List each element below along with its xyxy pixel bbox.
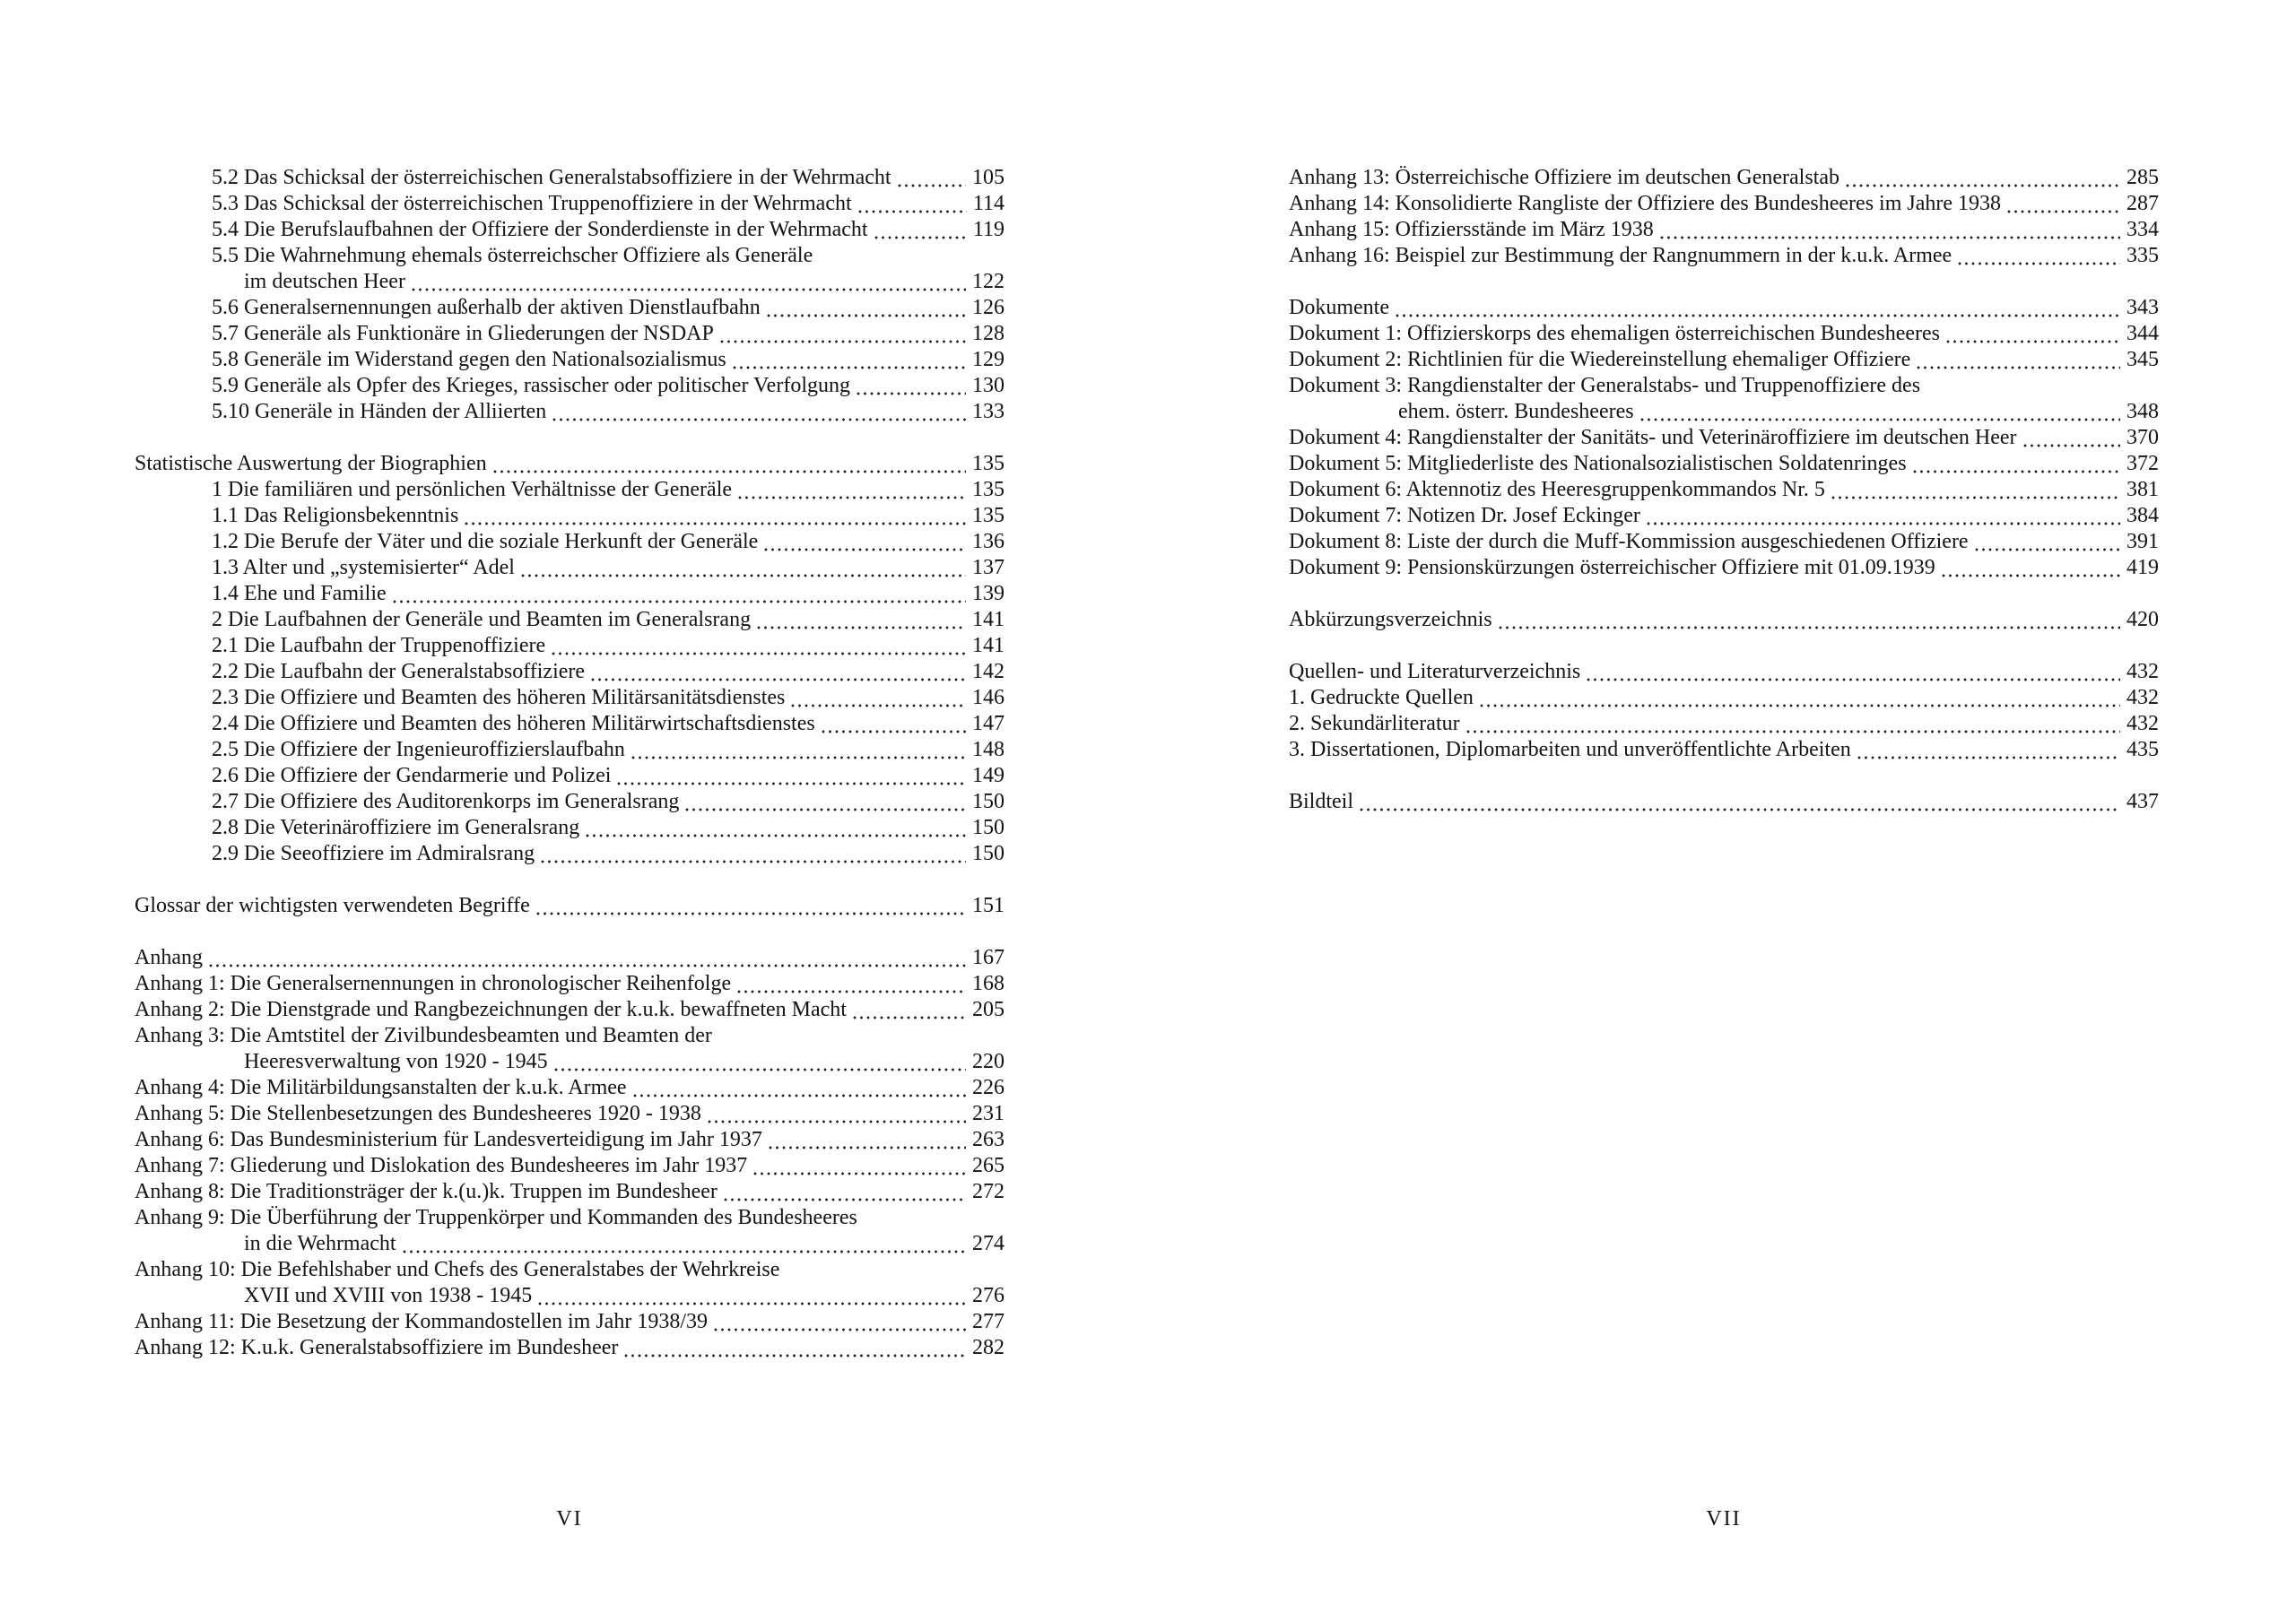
toc-entry (135, 1205, 1004, 1231)
toc-entry-text: 2.8 Die Veterinäroffiziere im Generalsrang (212, 816, 580, 839)
toc-entry-text: Quellen- und Literaturverzeichnis (1289, 660, 1581, 683)
toc-entry-text: 2. Sekundärliteratur (1289, 712, 1460, 735)
dot-leader (493, 451, 966, 477)
dot-leader (403, 1231, 966, 1257)
toc-entry (135, 217, 1004, 243)
toc-entry (1289, 295, 2159, 321)
toc-entry (135, 191, 1004, 217)
toc-entry-text: 2.4 Die Offiziere und Beamten des höheren Militärwirtschaftsdienstes (212, 712, 815, 735)
toc-page-number: 220 (972, 1050, 1004, 1073)
toc-entry-text: ehem. österr. Bundesheeres (1398, 400, 1634, 423)
toc-page-number: 136 (972, 530, 1004, 553)
dot-leader (1975, 529, 2120, 555)
toc-entry (1289, 737, 2159, 763)
toc-entry (135, 1101, 1004, 1127)
toc-page-number: 372 (2126, 452, 2159, 475)
dot-leader (1480, 685, 2120, 711)
toc-page-number: 420 (2126, 608, 2159, 631)
dot-leader (1831, 477, 2120, 503)
toc-entry (135, 555, 1004, 581)
dot-leader (708, 1101, 966, 1127)
toc-entry-continuation (135, 1231, 1004, 1257)
dot-leader (1846, 165, 2120, 191)
toc-entry (1289, 659, 2159, 685)
toc-entry (135, 737, 1004, 763)
toc-entry (135, 815, 1004, 841)
toc-entry (135, 1023, 1004, 1049)
toc-entry-text: 2.6 Die Offiziere der Gendarmerie und Polizei (212, 764, 612, 787)
dot-leader (1660, 217, 2120, 243)
toc-gap (1289, 633, 2159, 659)
toc-entry (1289, 607, 2159, 633)
toc-entry-text: 1.1 Das Religionsbekenntnis (212, 504, 459, 527)
toc-entry (135, 1179, 1004, 1205)
toc-page-number: 119 (972, 218, 1004, 241)
toc-entry (135, 893, 1004, 919)
dot-leader (738, 477, 966, 503)
dot-leader (631, 737, 966, 763)
toc-page-number: 142 (972, 660, 1004, 683)
toc-page-right (1289, 165, 2159, 815)
toc-entry-text: 2.9 Die Seeoffiziere im Admiralsrang (212, 842, 535, 865)
toc-entry (1289, 477, 2159, 503)
toc-entry-text: 3. Dissertationen, Diplomarbeiten und unveröffentlichte Arbeiten (1289, 738, 1851, 761)
toc-entry-text: Dokument 3: Rangdienstalter der Generalstabs- und Truppenoffiziere des (1289, 374, 1921, 397)
toc-page-number: 168 (972, 972, 1004, 995)
toc-entry (135, 321, 1004, 347)
toc-entry (135, 633, 1004, 659)
toc-entry-continuation (135, 1049, 1004, 1075)
toc-entry (135, 243, 1004, 269)
dot-leader (1917, 347, 2120, 373)
dot-leader (1958, 243, 2120, 269)
toc-entry-text: Anhang 14: Konsolidierte Rangliste der Offiziere des Bundesheeres im Jahre 1938 (1289, 192, 2002, 215)
dot-leader (769, 1127, 966, 1153)
toc-entry-text: Anhang (135, 946, 203, 969)
toc-page-number: 381 (2126, 478, 2159, 501)
toc-page-number: 265 (972, 1154, 1004, 1177)
toc-entry (135, 685, 1004, 711)
toc-page-number: 391 (2126, 530, 2159, 553)
toc-page-number: 135 (972, 504, 1004, 527)
dot-leader (764, 529, 966, 555)
toc-page-number: 122 (972, 270, 1004, 293)
toc-entry (1289, 165, 2159, 191)
dot-leader (1857, 737, 2120, 763)
toc-entry-text: 1.2 Die Berufe der Väter und die soziale Herkunft der Generäle (212, 530, 759, 553)
toc-page-number: 432 (2126, 712, 2159, 735)
toc-entry-text: Statistische Auswertung der Biographien (135, 452, 487, 475)
toc-entry-continuation (1289, 399, 2159, 425)
dot-leader (757, 607, 966, 633)
dot-leader (858, 191, 967, 217)
toc-entry-text: 2 Die Laufbahnen der Generäle und Beamten im Generalsrang (212, 608, 752, 631)
toc-page-number: 139 (972, 582, 1004, 605)
toc-page-number: 285 (2126, 166, 2159, 189)
toc-page-number: 167 (972, 946, 1004, 969)
dot-leader (521, 555, 966, 581)
toc-entry-text: Anhang 4: Die Militärbildungsanstalten der k.u.k. Armee (135, 1076, 627, 1099)
toc-entry-text: Anhang 1: Die Generalsernennungen in chronologischer Reihenfolge (135, 972, 732, 995)
toc-entry (1289, 217, 2159, 243)
toc-entry-text: Anhang 10: Die Befehlshaber und Chefs des Generalstabes der Wehrkreise (135, 1258, 780, 1281)
toc-entry-text: 1.4 Ehe und Familie (212, 582, 387, 605)
toc-page-number: 151 (972, 894, 1004, 917)
dot-leader (2007, 191, 2120, 217)
toc-page-number: 141 (972, 608, 1004, 631)
toc-page-number: 129 (972, 348, 1004, 371)
toc-page-number: 141 (972, 634, 1004, 657)
dot-leader (874, 217, 967, 243)
dot-leader (898, 165, 966, 191)
toc-entry (135, 399, 1004, 425)
toc-entry (1289, 373, 2159, 399)
dot-leader (591, 659, 966, 685)
toc-entry (1289, 685, 2159, 711)
toc-entry-text: Dokument 9: Pensionskürzungen österreichischer Offiziere mit 01.09.1939 (1289, 556, 1935, 579)
dot-leader (853, 997, 966, 1023)
toc-gap (1289, 581, 2159, 607)
toc-page-number: 150 (972, 816, 1004, 839)
toc-page-number: 137 (972, 556, 1004, 579)
dot-leader (1360, 789, 2120, 815)
toc-entry (135, 945, 1004, 971)
dot-leader (465, 503, 966, 529)
dot-leader (857, 373, 966, 399)
dot-leader (617, 763, 966, 789)
toc-entry-text: Anhang 15: Offiziersstände im März 1938 (1289, 218, 1654, 241)
toc-entry (1289, 503, 2159, 529)
toc-entry-text: Anhang 5: Die Stellenbesetzungen des Bundesheeres 1920 - 1938 (135, 1102, 701, 1125)
toc-entry (1289, 425, 2159, 451)
toc-entry (135, 347, 1004, 373)
toc-entry-text: 5.3 Das Schicksal der österreichischen Truppenoffiziere in der Wehrmacht (212, 192, 852, 215)
toc-entry (1289, 529, 2159, 555)
dot-leader (1942, 555, 2120, 581)
toc-page-number: 149 (972, 764, 1004, 787)
dot-leader (552, 399, 966, 425)
toc-gap (135, 867, 1004, 893)
toc-entry-text: Dokumente (1289, 296, 1389, 319)
toc-entry-text: Anhang 11: Die Besetzung der Kommandostellen im Jahr 1938/39 (135, 1310, 708, 1333)
dot-leader (1587, 659, 2120, 685)
dot-leader (1396, 295, 2120, 321)
toc-page-number: 343 (2126, 296, 2159, 319)
toc-page-number: 334 (2126, 218, 2159, 241)
toc-page-number: 135 (972, 478, 1004, 501)
toc-page-number: 432 (2126, 686, 2159, 709)
toc-entry-text: Anhang 2: Die Dienstgrade und Rangbezeichnungen der k.u.k. bewaffneten Macht (135, 998, 847, 1021)
toc-page-number: 435 (2126, 738, 2159, 761)
toc-page-number: 135 (972, 452, 1004, 475)
toc-entry-text: Anhang 12: K.u.k. Generalstabsoffiziere im Bundesheer (135, 1336, 619, 1359)
toc-entry (135, 997, 1004, 1023)
toc-entry-text: 2.3 Die Offiziere und Beamten des höheren Militärsanitätsdienstes (212, 686, 786, 709)
toc-gap (1289, 763, 2159, 789)
dot-leader (209, 945, 966, 971)
toc-page-number: 148 (972, 738, 1004, 761)
toc-entry (1289, 789, 2159, 815)
toc-page-number: 126 (972, 296, 1004, 319)
toc-entry-text: Anhang 16: Beispiel zur Bestimmung der Rangnummern in der k.u.k. Armee (1289, 244, 1952, 267)
toc-page-number: 335 (2126, 244, 2159, 267)
toc-entry-text: 5.8 Generäle im Widerstand gegen den Nationalsozialismus (212, 348, 726, 371)
toc-entry-text: Heeresverwaltung von 1920 - 1945 (244, 1050, 548, 1073)
toc-page-left (135, 165, 1004, 1361)
toc-page-number: 287 (2126, 192, 2159, 215)
toc-entry-text: Dokument 7: Notizen Dr. Josef Eckinger (1289, 504, 1640, 527)
toc-page-number: 130 (972, 374, 1004, 397)
dot-leader (624, 1335, 966, 1361)
toc-entry-text: Dokument 4: Rangdienstalter der Sanitäts- und Veterinäroffiziere im deutschen Heer (1289, 426, 2017, 449)
toc-entry (135, 1335, 1004, 1361)
dot-leader (714, 1309, 966, 1335)
toc-entry-text: 5.7 Generäle als Funktionäre in Gliederungen der NSDAP (212, 322, 714, 345)
toc-page-number: 272 (972, 1180, 1004, 1203)
toc-entry (135, 451, 1004, 477)
toc-page-number: 114 (972, 192, 1004, 215)
dot-leader (554, 1049, 966, 1075)
toc-entry (135, 1153, 1004, 1179)
toc-entry-text: 1 Die familiären und persönlichen Verhältnisse der Generäle (212, 478, 733, 501)
toc-page-number: 277 (972, 1310, 1004, 1333)
toc-entry (135, 581, 1004, 607)
toc-entry-text: 5.6 Generalsernennungen außerhalb der aktiven Dienstlaufbahn (212, 296, 761, 319)
toc-entry-text: 1.3 Alter und „systemisierter“ Adel (212, 556, 515, 579)
toc-entry (1289, 347, 2159, 373)
toc-entry (135, 373, 1004, 399)
toc-entry (135, 607, 1004, 633)
toc-entry-text: Anhang 3: Die Amtstitel der Zivilbundesbeamten und Beamten der (135, 1024, 712, 1047)
toc-entry (135, 659, 1004, 685)
toc-entry-text: Glossar der wichtigsten verwendeten Begriffe (135, 894, 530, 917)
dot-leader (1913, 451, 2120, 477)
toc-page-number: 226 (972, 1076, 1004, 1099)
toc-entry-text: Anhang 9: Die Überführung der Truppenkörper und Kommanden des Bundesheeres (135, 1206, 857, 1229)
toc-entry-text: 5.4 Die Berufslaufbahnen der Offiziere der Sonderdienste in der Wehrmacht (212, 218, 868, 241)
toc-page-number: 105 (972, 166, 1004, 189)
dot-leader (737, 971, 966, 997)
dot-leader (536, 893, 966, 919)
toc-entry (135, 295, 1004, 321)
toc-entry-text: Dokument 2: Richtlinien für die Wiedereinstellung ehemaliger Offiziere (1289, 348, 1911, 371)
toc-entry-text: in die Wehrmacht (244, 1232, 396, 1255)
toc-page-number: 150 (972, 790, 1004, 813)
page-number-folio-left: VI (556, 1507, 583, 1531)
toc-gap (1289, 269, 2159, 295)
toc-entry-text: Anhang 8: Die Traditionsträger der k.(u.)k. Truppen im Bundesheer (135, 1180, 718, 1203)
toc-entry-text: Dokument 8: Liste der durch die Muff-Kommission ausgeschiedenen Offiziere (1289, 530, 1969, 553)
toc-entry-text: Dokument 6: Aktennotiz des Heeresgruppenkommandos Nr. 5 (1289, 478, 1825, 501)
toc-entry (135, 841, 1004, 867)
toc-page-number: 432 (2126, 660, 2159, 683)
toc-page-number: 437 (2126, 790, 2159, 813)
toc-entry (135, 503, 1004, 529)
toc-entry (135, 529, 1004, 555)
toc-entry-text: im deutschen Heer (244, 270, 405, 293)
toc-page-number: 370 (2126, 426, 2159, 449)
toc-entry-text: 1. Gedruckte Quellen (1289, 686, 1474, 709)
toc-entry-continuation (135, 269, 1004, 295)
dot-leader (1647, 503, 2120, 529)
toc-entry-text: Dokument 1: Offizierskorps des ehemaligen österreichischen Bundesheeres (1289, 322, 1940, 345)
toc-page-number: 282 (972, 1336, 1004, 1359)
toc-entry-text: Anhang 6: Das Bundesministerium für Landesverteidigung im Jahr 1937 (135, 1128, 762, 1151)
dot-leader (685, 789, 966, 815)
dot-leader (767, 295, 966, 321)
toc-entry-text: Bildteil (1289, 790, 1353, 813)
toc-page-number: 384 (2126, 504, 2159, 527)
toc-entry-continuation (135, 1283, 1004, 1309)
dot-leader (720, 321, 966, 347)
dot-leader (822, 711, 966, 737)
toc-entry-text: 5.2 Das Schicksal der österreichischen Generalstabsoffiziere in der Wehrmacht (212, 166, 891, 189)
toc-entry-text: 2.1 Die Laufbahn der Truppenoffiziere (212, 634, 546, 657)
dot-leader (1946, 321, 2120, 347)
toc-entry-text: Abkürzungsverzeichnis (1289, 608, 1492, 631)
dot-leader (552, 633, 966, 659)
dot-leader (2023, 425, 2120, 451)
toc-entry (135, 1075, 1004, 1101)
toc-entry-text: Anhang 7: Gliederung und Dislokation des Bundesheeres im Jahr 1937 (135, 1154, 748, 1177)
toc-entry (1289, 711, 2159, 737)
toc-page-number: 274 (972, 1232, 1004, 1255)
toc-page-number: 345 (2126, 348, 2159, 371)
toc-page-number: 150 (972, 842, 1004, 865)
toc-entry-text: 5.5 Die Wahrnehmung ehemals österreichscher Offiziere als Generäle (212, 244, 813, 267)
dot-leader (1640, 399, 2120, 425)
dot-leader (393, 581, 966, 607)
toc-entry (135, 971, 1004, 997)
dot-leader (724, 1179, 966, 1205)
dot-leader (412, 269, 966, 295)
dot-leader (753, 1153, 966, 1179)
toc-page-number: 344 (2126, 322, 2159, 345)
toc-gap (135, 425, 1004, 451)
toc-entry (135, 1309, 1004, 1335)
toc-entry (1289, 321, 2159, 347)
toc-entry (1289, 243, 2159, 269)
dot-leader (791, 685, 966, 711)
toc-page-number: 348 (2126, 400, 2159, 423)
page-number-folio-right: VII (1706, 1507, 1742, 1531)
toc-entry-text: 2.7 Die Offiziere des Auditorenkorps im Generalsrang (212, 790, 680, 813)
toc-entry-text: 5.9 Generäle als Opfer des Krieges, rassischer oder politischer Verfolgung (212, 374, 850, 397)
toc-entry (135, 477, 1004, 503)
toc-entry (135, 165, 1004, 191)
dot-leader (733, 347, 966, 373)
dot-leader (633, 1075, 966, 1101)
toc-entry (1289, 555, 2159, 581)
toc-entry (135, 1257, 1004, 1283)
dot-leader (541, 841, 966, 867)
toc-entry (135, 711, 1004, 737)
toc-entry (1289, 191, 2159, 217)
toc-page-number: 147 (972, 712, 1004, 735)
toc-page-number: 419 (2126, 556, 2159, 579)
toc-gap (135, 919, 1004, 945)
toc-entry-text: Anhang 13: Österreichische Offiziere im deutschen Generalstab (1289, 166, 1839, 189)
toc-entry (135, 763, 1004, 789)
dot-leader (538, 1283, 966, 1309)
toc-entry (135, 1127, 1004, 1153)
toc-entry (135, 789, 1004, 815)
dot-leader (586, 815, 966, 841)
toc-entry-text: Dokument 5: Mitgliederliste des Nationalsozialistischen Soldatenringes (1289, 452, 1907, 475)
toc-entry-text: 2.2 Die Laufbahn der Generalstabsoffiziere (212, 660, 586, 683)
toc-page-number: 128 (972, 322, 1004, 345)
dot-leader (1499, 607, 2120, 633)
toc-page-number: 146 (972, 686, 1004, 709)
toc-page-number: 263 (972, 1128, 1004, 1151)
toc-entry-text: 2.5 Die Offiziere der Ingenieuroffizierslaufbahn (212, 738, 625, 761)
toc-page-number: 205 (972, 998, 1004, 1021)
toc-entry (1289, 451, 2159, 477)
toc-page-number: 133 (972, 400, 1004, 423)
toc-entry-text: XVII und XVIII von 1938 - 1945 (244, 1284, 533, 1307)
toc-entry-text: 5.10 Generäle in Händen der Alliierten (212, 400, 547, 423)
dot-leader (1466, 711, 2120, 737)
toc-page-number: 231 (972, 1102, 1004, 1125)
toc-page-number: 276 (972, 1284, 1004, 1307)
